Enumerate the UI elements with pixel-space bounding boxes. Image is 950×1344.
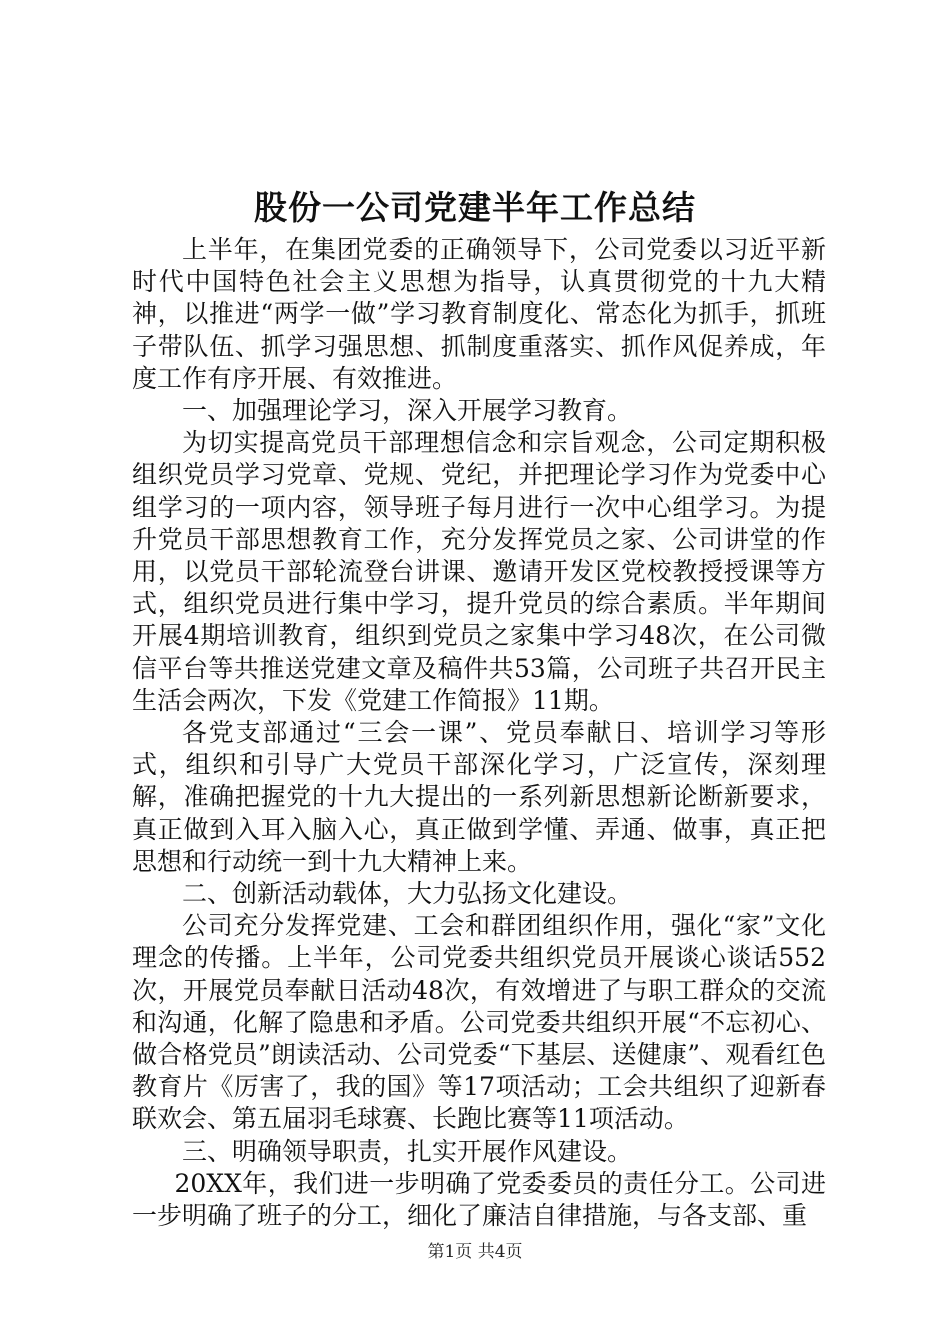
document-body xyxy=(132,234,826,1232)
section-heading-2: 二、创新活动载体，大力弘扬文化建设。 xyxy=(182,879,633,909)
document-title: 股份一公司党建半年工作总结 xyxy=(254,188,696,227)
paragraph-theory-study: 为切实提高党员干部理想信念和宗旨观念，公司定期积极组织党员学习党章、党规、党纪，并把理论学习作为党委中心组学习的一项内容，领导班子每月进行一次中心组学习。为提升党员干部思想教育工作，充分发挥党员之家、公司讲堂的作用，以党员干部轮流登台讲课、邀请开发区党校教授授课等方式，组织党员进行集中学习，提升党员的综合素质。半年期间开展4期培训教育，组织到党员之家集中学习48次，在公司微信平台等共推送党建文章及稿件共53篇，公司班子共召开民主生活会两次，下发《党建工作简报》11期。 xyxy=(132,428,826,715)
paragraph-branch-study: 各党支部通过“三会一课”、党员奉献日、培训学习等形式，组织和引导广大党员干部深化学习，广泛宣传，深刻理解，准确把握党的十九大提出的一系列新思想新论断新要求，真正做到入耳入脑入心，真正做到学懂、弄通、做事，真正把思想和行动统一到十九大精神上来。 xyxy=(132,718,826,876)
section-heading-3: 三、明确领导职责，扎实开展作风建设。 xyxy=(182,1136,633,1166)
paragraph-culture-activities: 公司充分发挥党建、工会和群团组织作用，强化“家”文化理念的传播。上半年，公司党委共组织党员开展谈心谈话552次，开展党员奉献日活动48次，有效增进了与职工群众的交流和沟通，化解了隐患和矛盾。公司党委共组织开展“不忘初心、做合格党员”朗读活动、公司党委“下基层、送健康”、观看红色教育片《厉害了，我的国》等17项活动；工会共组织了迎新春联欢会、第五届羽毛球赛、长跑比赛等11项活动。 xyxy=(132,911,826,1134)
paragraph-leadership-duties: 20XX年，我们进一步明确了党委委员的责任分工。公司进一步明确了班子的分工，细化了廉洁自律措施，与各支部、重 xyxy=(132,1168,826,1231)
section-heading-1: 一、加强理论学习，深入开展学习教育。 xyxy=(182,396,633,426)
paragraph-intro: 上半年，在集团党委的正确领导下，公司党委以习近平新时代中国特色社会主义思想为指导，认真贯彻党的十九大精神，以推进“两学一做”学习教育制度化、常态化为抓手，抓班子带队伍、抓学习强思想、抓制度重落实、抓作风促养成，年度工作有序开展、有效推进。 xyxy=(132,235,826,393)
page-number-footer: 第1页 共4页 xyxy=(427,1242,523,1262)
